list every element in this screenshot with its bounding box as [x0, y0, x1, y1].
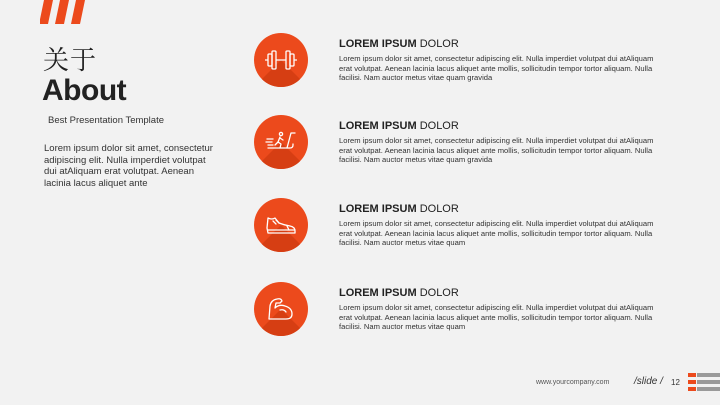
treadmill-icon — [254, 115, 308, 169]
item-description: Lorem ipsum dolor sit amet, consectetur adipiscing elit. Nulla imperdiet volutpat dui atAliquam erat volutpat. Aenean lacinia lacus aliquet ante mollis, sollicitudin tempor tortor aliquam. Nulla facilisi. Nam auctor metus vitae quam gravida — [339, 54, 654, 83]
stripes-logo-icon — [40, 0, 90, 24]
feature-item-3 — [254, 198, 674, 258]
item-heading: LOREM IPSUM DOLOR — [339, 38, 459, 50]
item-heading: LOREM IPSUM DOLOR — [339, 287, 459, 299]
page-number: 12 — [671, 378, 680, 387]
feature-item-4 — [254, 282, 674, 342]
item-description: Lorem ipsum dolor sit amet, consectetur adipiscing elit. Nulla imperdiet volutpat dui atAliquam erat volutpat. Aenean lacinia lacus aliquet ante mollis, sollicitudin tempor tortor aliquam. Nulla facilisi. Nam auctor metus vitae quam — [339, 219, 654, 248]
footer-bars-icon — [688, 372, 720, 394]
subtitle: Best Presentation Template — [48, 115, 165, 126]
item-heading: LOREM IPSUM DOLOR — [339, 120, 459, 132]
footer-url: www.yourcompany.com — [536, 379, 610, 386]
icon-circle — [254, 115, 308, 169]
page-title: About — [42, 74, 127, 107]
icon-circle — [254, 282, 308, 336]
icon-circle — [254, 33, 308, 87]
item-heading: LOREM IPSUM DOLOR — [339, 203, 459, 215]
footer-slide-label: /slide / — [634, 376, 663, 387]
dumbbell-icon — [254, 33, 308, 87]
icon-circle — [254, 198, 308, 252]
sneaker-icon — [254, 198, 308, 252]
item-description: Lorem ipsum dolor sit amet, consectetur adipiscing elit. Nulla imperdiet volutpat dui atAliquam erat volutpat. Aenean lacinia lacus aliquet ante mollis, sollicitudin tempor tortor aliquam. Nulla facilisi. Nam auctor metus vitae quam — [339, 303, 654, 332]
item-description: Lorem ipsum dolor sit amet, consectetur adipiscing elit. Nulla imperdiet volutpat dui atAliquam erat volutpat. Aenean lacinia lacus aliquet ante mollis, sollicitudin tempor tortor aliquam. Nulla facilisi. Nam auctor metus vitae quam gravida — [339, 136, 654, 165]
feature-item-1 — [254, 33, 674, 93]
flexed-arm-icon — [254, 282, 308, 336]
feature-item-2 — [254, 115, 674, 175]
title-chinese: 关于 — [43, 46, 98, 76]
intro-text: Lorem ipsum dolor sit amet, consectetur adipiscing elit. Nulla imperdiet volutpat dui atAliquam erat volutpat. Aenean lacinia lacus aliquet ante — [44, 143, 213, 189]
